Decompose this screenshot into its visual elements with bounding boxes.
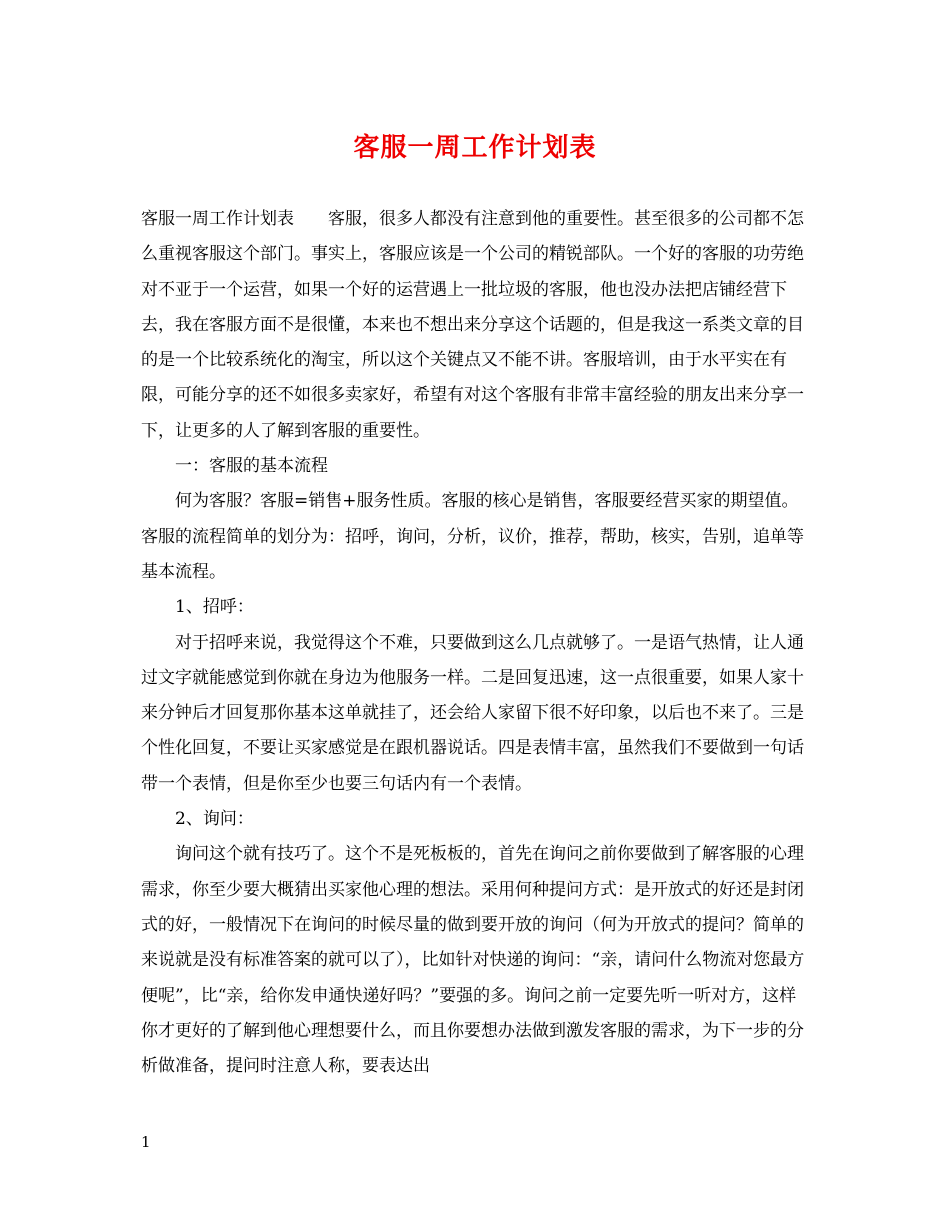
document-title: 客服一周工作计划表 — [353, 133, 597, 163]
page-number: 1 — [141, 1133, 151, 1151]
paragraph-what-is-service: 何为客服？客服=销售+服务性质。客服的核心是销售，客服要经营买家的期望值。客服的流程简单的划分为：招呼，询问，分析，议价，推荐，帮助，核实，告别，追单等基本流程。 — [141, 491, 804, 582]
subheading-greeting: 1、招呼： — [175, 597, 254, 618]
intro-paragraph: 客服一周工作计划表 客服，很多人都没有注意到他的重要性。甚至很多的公司都不怎么重视客服这个部门。事实上，客服应该是一个公司的精锐部队。一个好的客服的功劳绝对不亚于一个运营，如果一个好的运营遇上一批垃圾的客服，他也没办法把店铺经营下去，我在客服方面不是很懂，本来也不想出来分享这个话题的，但是我这一系类文章的目的是一个比较系统化的淘宝，所以这个关键点又不能不讲。客服培训，由于水平实在有限，可能分享的还不如很多卖家好，希望有对这个客服有非常丰富经验的朋友出来分享一下，让更多的人了解到客服的重要性。 — [141, 209, 804, 441]
document-body — [141, 202, 811, 1084]
section-heading-basic-process: 一：客服的基本流程 — [175, 456, 328, 477]
paragraph-greeting: 对于招呼来说，我觉得这个不难，只要做到这么几点就够了。一是语气热情，让人通过文字就能感觉到你就在身边为他服务一样。二是回复迅速，这一点很重要，如果人家十来分钟后才回复那你基本这单就挂了，还会给人家留下很不好印象，以后也不来了。三是个性化回复，不要让买家感觉是在跟机器说话。四是表情丰富，虽然我们不要做到一句话带一个表情，但是你至少也要三句话内有一个表情。 — [141, 632, 804, 794]
subheading-inquiry: 2、询问： — [175, 809, 254, 830]
paragraph-inquiry: 询问这个就有技巧了。这个不是死板板的，首先在询问之前你要做到了解客服的心理需求，你至少要大概猜出买家他心理的想法。采用何种提问方式：是开放式的好还是封闭式的好，一般情况下在询问的时候尽量的做到要开放的询问（何为开放式的提问？简单的来说就是没有标准答案的就可以了），比如针对快递的询问：“亲，请问什么物流对您最方便呢”，比“亲，给你发申通快递好吗？”要强的多。询问之前一定要先听一听对方，这样你才更好的了解到他心理想要什么，而且你要想办法做到激发客服的需求，为下一步的分析做准备，提问时注意人称，要表达出 — [141, 844, 805, 1077]
